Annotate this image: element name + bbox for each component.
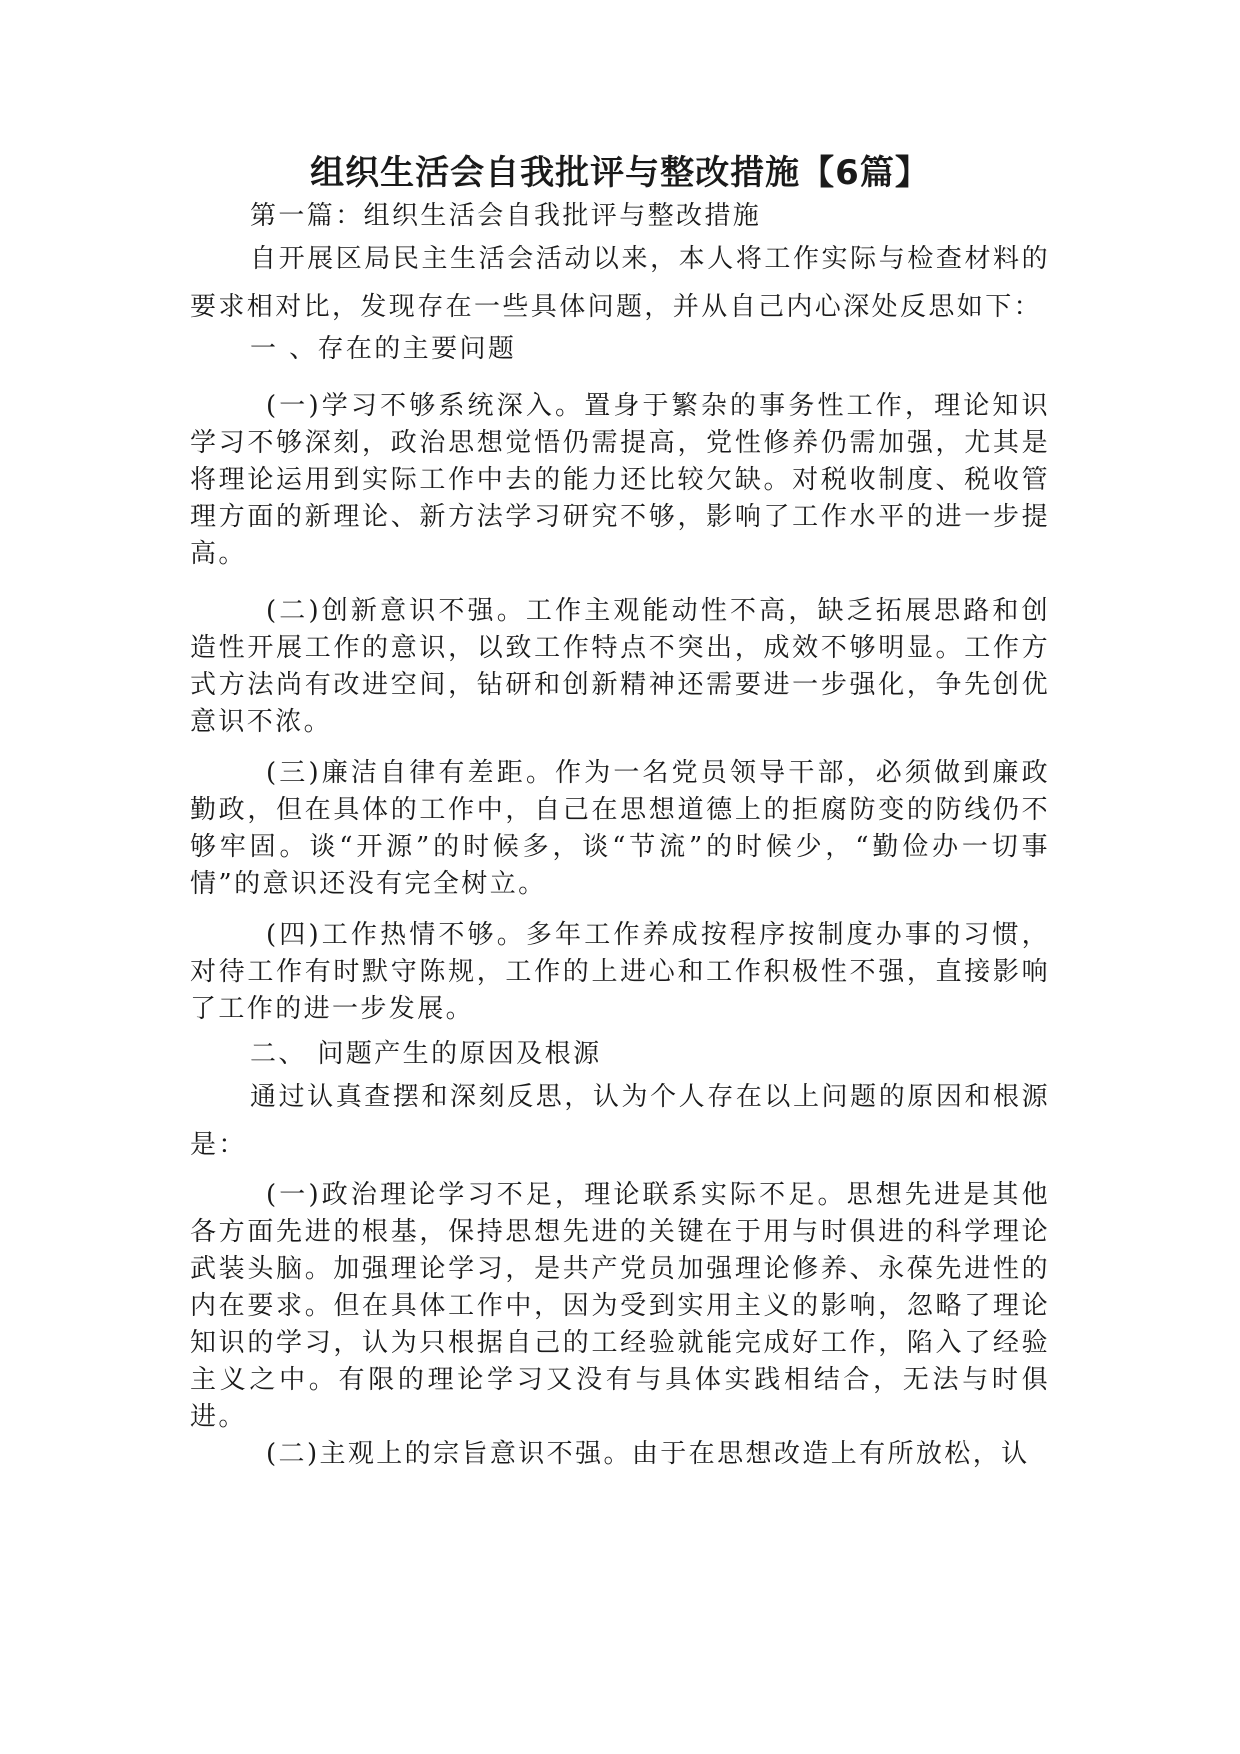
- cause-paragraph-1: (一)政治理论学习不足，理论联系实际不足。思想先进是其他各方面先进的根基，保持思想先进的关键在于用与时俱进的科学理论武装头脑。加强理论学习，是共产党员加强理论修养、永葆先进性的内在要求。但在具体工作中，因为受到实用主义的影响，忽略了理论知识的学习，认为只根据自己的工经验就能完成好工作，陷入了经验主义之中。有限的理论学习又没有与具体实践相结合，无法与时俱进。: [190, 1180, 1050, 1432]
- cause-paragraph-2: (二)主观上的宗旨意识不强。由于在思想改造上有所放松，认: [266, 1439, 1030, 1469]
- problem-paragraph-4: (四)工作热情不够。多年工作养成按程序按制度办事的习惯，对待工作有时默守陈规，工作的上进心和工作积极性不强，直接影响了工作的进一步发展。: [190, 920, 1050, 1024]
- section-heading-first-article: 第一篇：组织生活会自我批评与整改措施: [250, 201, 762, 231]
- problem-paragraph-3: (三)廉洁自律有差距。作为一名党员领导干部，必须做到廉政勤政，但在具体的工作中，自己在思想道德上的拒腐防变的防线仍不够牢固。谈“开源”的时候多，谈“节流”的时候少，“勤俭办一切事情”的意识还没有完全树立。: [190, 758, 1050, 899]
- problem-paragraph-1: (一)学习不够系统深入。置身于繁杂的事务性工作，理论知识学习不够深刻，政治思想觉悟仍需提高，党性修养仍需加强，尤其是将理论运用到实际工作中去的能力还比较欠缺。对税收制度、税收管理方面的新理论、新方法学习研究不够，影响了工作水平的进一步提高。: [190, 391, 1050, 569]
- causes-intro-paragraph: 通过认真查摆和深刻反思，认为个人存在以上问题的原因和根源是：: [190, 1082, 1050, 1160]
- section-heading-main-problems: 一 、存在的主要问题: [250, 334, 517, 364]
- document-title: 组织生活会自我批评与整改措施【6篇】: [310, 153, 930, 193]
- problem-paragraph-2: (二)创新意识不强。工作主观能动性不高，缺乏拓展思路和创造性开展工作的意识，以致工作特点不突出，成效不够明显。工作方式方法尚有改进空间，钻研和创新精神还需要进一步强化，争先创优意识不浓。: [190, 596, 1050, 737]
- intro-paragraph: 自开展区局民主生活会活动以来，本人将工作实际与检查材料的要求相对比，发现存在一些具体问题，并从自己内心深处反思如下：: [190, 244, 1050, 322]
- section-heading-causes: 二、 问题产生的原因及根源: [250, 1039, 602, 1069]
- document-body: [190, 198, 1050, 1473]
